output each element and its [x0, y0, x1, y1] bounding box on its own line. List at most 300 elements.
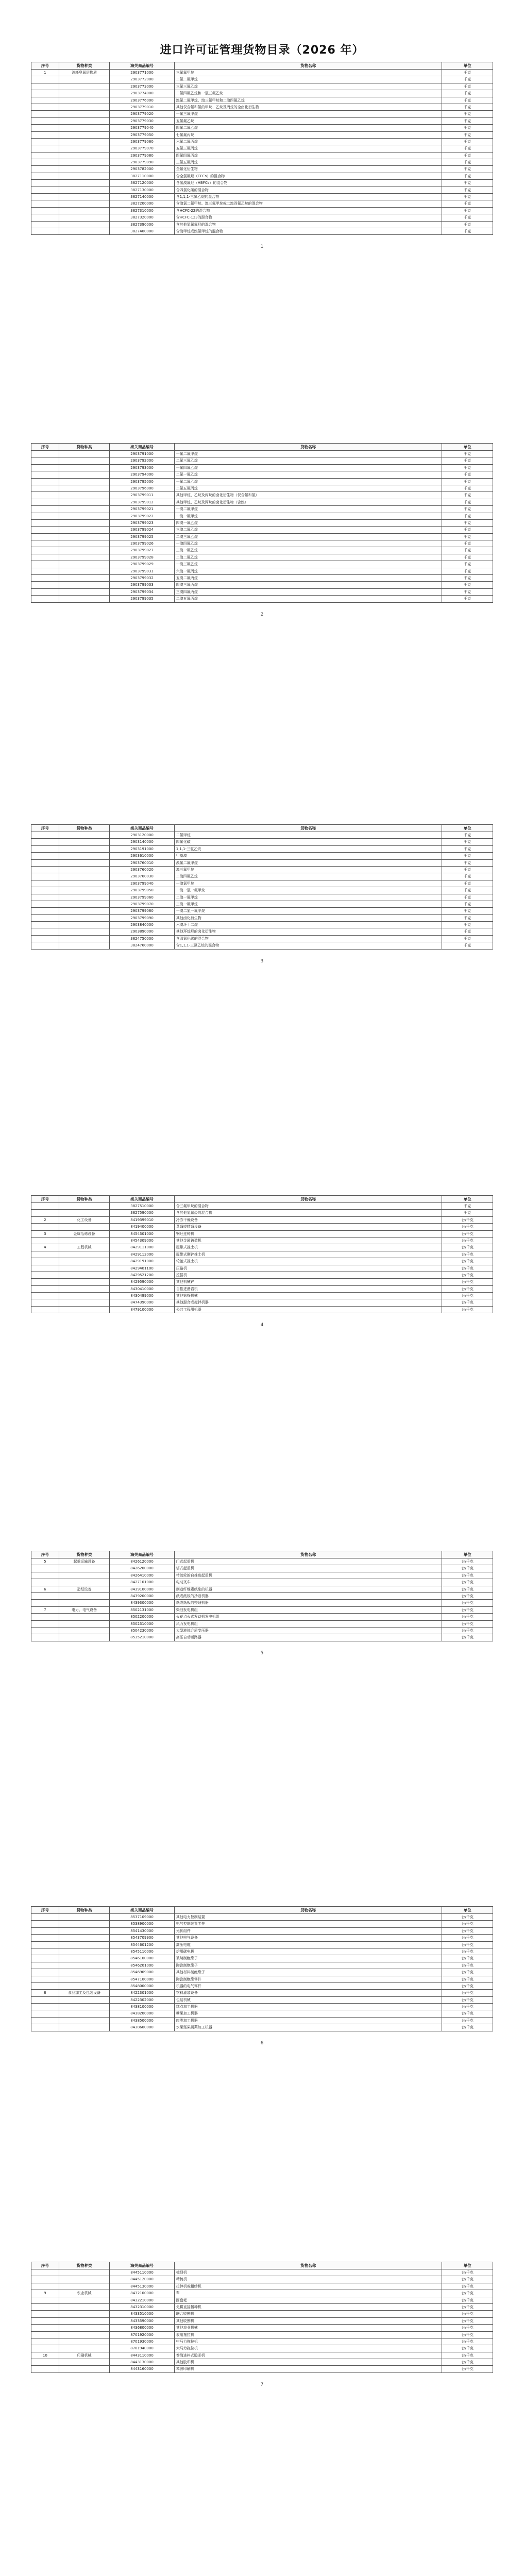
table-row — [31, 866, 493, 873]
cell-unit: 台/千克 — [442, 1306, 493, 1313]
cell-code: 8538900000 — [110, 1921, 174, 1927]
page-number: 5 — [260, 1651, 264, 1656]
cell-name: 含三氟甲烷的混合物 — [174, 1203, 442, 1210]
cell-code: 8426120000 — [110, 1558, 174, 1565]
doc-page — [31, 62, 493, 235]
cell-name: 大型液体介质变压器 — [174, 1627, 442, 1634]
table-row — [31, 117, 493, 124]
table-row — [31, 901, 493, 907]
cell-unit: 台/千克 — [442, 1251, 493, 1258]
cell-no — [31, 478, 59, 485]
cell-no — [31, 1251, 59, 1258]
cell-type — [59, 922, 110, 928]
table-row — [31, 1258, 493, 1265]
cell-name: 自推进凿岩机 — [174, 1285, 442, 1292]
table-row — [31, 194, 493, 200]
table-row — [31, 2297, 493, 2303]
cell-type — [59, 1579, 110, 1586]
cell-no — [31, 527, 59, 533]
cell-code: 8547100000 — [110, 1976, 174, 1982]
column-header-unit: 单位 — [442, 1196, 493, 1203]
column-header-unit: 单位 — [442, 1551, 493, 1558]
goods-table — [31, 824, 493, 950]
cell-no: 2 — [31, 1216, 59, 1223]
cell-name: 四氯二氟乙烷 — [174, 125, 442, 131]
cell-code: 8429521200 — [110, 1272, 174, 1278]
cell-no — [31, 2303, 59, 2310]
column-header-no: 序号 — [31, 444, 59, 451]
column-header-type: 货物种类 — [59, 1907, 110, 1914]
cell-code: 8429401100 — [110, 1265, 174, 1272]
column-header-name: 货物名称 — [174, 825, 442, 832]
cell-no — [31, 228, 59, 234]
column-header-code: 海关商品编号 — [110, 825, 174, 832]
cell-type — [59, 1592, 110, 1599]
cell-unit: 千克 — [442, 582, 493, 588]
cell-no — [31, 187, 59, 193]
cell-code: 8432310000 — [110, 2303, 174, 2310]
goods-table — [31, 1906, 493, 2031]
cell-name: 一溴氯甲烷 — [174, 880, 442, 887]
page-number: 4 — [260, 1323, 264, 1328]
cell-no — [31, 1258, 59, 1265]
cell-no — [31, 145, 59, 152]
cell-no — [31, 839, 59, 845]
cell-unit: 千克 — [442, 908, 493, 914]
cell-no — [31, 908, 59, 914]
cell-name: 精梳机 — [174, 2276, 442, 2283]
cell-unit: 台/千克 — [442, 1969, 493, 1976]
cell-no — [31, 1969, 59, 1976]
table-row — [31, 853, 493, 859]
cell-name: 其他仅含氟和氯的甲烷、乙烷及丙烷的全卤化衍生物 — [174, 104, 442, 110]
cell-unit: 千克 — [442, 568, 493, 574]
cell-no — [31, 582, 59, 588]
cell-no — [31, 457, 59, 464]
cell-unit: 台/千克 — [442, 1558, 493, 1565]
table-row — [31, 568, 493, 574]
cell-name: 一氯四氟乙烷 — [174, 464, 442, 471]
table-row — [31, 1210, 493, 1216]
table-header-row — [31, 1551, 493, 1558]
cell-no — [31, 111, 59, 117]
cell-type — [59, 131, 110, 138]
table-row — [31, 527, 493, 533]
cell-type: 消耗臭氧层物质 — [59, 70, 110, 76]
cell-unit: 台/千克 — [442, 2311, 493, 2317]
column-header-unit: 单位 — [442, 825, 493, 832]
cell-type — [59, 90, 110, 97]
table-row — [31, 2276, 493, 2283]
table-header-row — [31, 62, 493, 70]
cell-unit: 台/千克 — [442, 2366, 493, 2372]
cell-name: 糖果加工机器 — [174, 2010, 442, 2017]
cell-code: 8546201000 — [110, 1962, 174, 1969]
cell-name: 二溴一氟甲烷 — [174, 894, 442, 901]
cell-type — [59, 173, 110, 179]
cell-type — [59, 478, 110, 485]
table-row — [31, 547, 493, 554]
cell-no — [31, 2004, 59, 2010]
cell-no — [31, 83, 59, 90]
cell-type — [59, 527, 110, 533]
cell-code: 2903140000 — [110, 839, 174, 845]
cell-unit: 台/千克 — [442, 1265, 493, 1272]
cell-no — [31, 540, 59, 547]
cell-name: 公共工程用机器 — [174, 1306, 442, 1313]
cell-type — [59, 200, 110, 207]
table-row — [31, 152, 493, 159]
cell-name: 一溴二氯一氟甲烷 — [174, 908, 442, 914]
cell-code: 8429590000 — [110, 1279, 174, 1285]
cell-type — [59, 2276, 110, 2283]
cell-no — [31, 159, 59, 166]
cell-unit: 千克 — [442, 180, 493, 187]
table-row — [31, 464, 493, 471]
cell-name: 五氯氟乙烷 — [174, 117, 442, 124]
cell-code: 8535210000 — [110, 1634, 174, 1641]
cell-name: 含1,1,1-三氯乙烷的混合物 — [174, 942, 442, 949]
cell-code: 2903760010 — [110, 859, 174, 866]
table-row — [31, 2269, 493, 2276]
cell-type: 农业机械 — [59, 2290, 110, 2297]
cell-code: 8438600000 — [110, 2024, 174, 2031]
goods-table — [31, 62, 493, 235]
cell-name: 冷冻干燥设备 — [174, 1216, 442, 1223]
cell-type: 食品加工及包装设备 — [59, 1990, 110, 1996]
cell-unit: 台/千克 — [442, 2331, 493, 2338]
cell-no — [31, 76, 59, 83]
cell-type — [59, 2331, 110, 2338]
cell-code: 8701940000 — [110, 2345, 174, 2352]
cell-name: 二氯五氟丙烷 — [174, 485, 442, 492]
cell-unit: 千克 — [442, 451, 493, 457]
cell-unit: 千克 — [442, 76, 493, 83]
cell-code: 8426200000 — [110, 1565, 174, 1572]
cell-code: 8537109000 — [110, 1914, 174, 1921]
cell-name: 三氯三氟乙烷 — [174, 83, 442, 90]
cell-unit: 千克 — [442, 513, 493, 519]
cell-unit: 台/千克 — [442, 1586, 493, 1592]
column-header-unit: 单位 — [442, 444, 493, 451]
cell-name: 塔式起重机 — [174, 1565, 442, 1572]
cell-type — [59, 1572, 110, 1579]
cell-unit: 千克 — [442, 506, 493, 513]
table-row — [31, 1600, 493, 1606]
table-row — [31, 159, 493, 166]
page-number: 3 — [260, 959, 264, 964]
table-row — [31, 2317, 493, 2324]
cell-name: 一溴一氯一氟甲烷 — [174, 887, 442, 894]
cell-no — [31, 464, 59, 471]
cell-no — [31, 845, 59, 852]
cell-name: 风力发电机组 — [174, 1620, 442, 1627]
cell-unit: 千克 — [442, 853, 493, 859]
cell-no — [31, 1948, 59, 1955]
table-row — [31, 935, 493, 942]
cell-unit: 台/千克 — [442, 2352, 493, 2359]
cell-code: 2903799029 — [110, 561, 174, 568]
cell-type — [59, 97, 110, 104]
table-row — [31, 2325, 493, 2331]
column-header-code: 海关商品编号 — [110, 444, 174, 451]
cell-name: 纸或纸板的整理机器 — [174, 1600, 442, 1606]
cell-code: 8433590000 — [110, 2317, 174, 2324]
table-row — [31, 582, 493, 588]
cell-name: 拉伸机或粗纱机 — [174, 2283, 442, 2290]
cell-no — [31, 180, 59, 187]
table-row — [31, 513, 493, 519]
cell-no — [31, 506, 59, 513]
cell-name: 含全氯氟烃（CFCs）的混合物 — [174, 173, 442, 179]
table-row — [31, 131, 493, 138]
cell-name: 五氯三氟丙烷 — [174, 145, 442, 152]
cell-code: 8438500000 — [110, 2017, 174, 2024]
cell-no — [31, 1299, 59, 1306]
cell-name: 其他胶印机 — [174, 2359, 442, 2366]
cell-code: 2903799090 — [110, 914, 174, 921]
cell-code: 8701930000 — [110, 2338, 174, 2345]
table-row — [31, 942, 493, 949]
cell-name: 水果坚果蔬菜加工机器 — [174, 2024, 442, 2031]
cell-unit: 千克 — [442, 131, 493, 138]
cell-type — [59, 125, 110, 131]
column-header-no: 序号 — [31, 2262, 59, 2269]
cell-code: 8443110000 — [110, 2352, 174, 2359]
cell-name: 含溴甲烷或溴氯甲烷的混合物 — [174, 228, 442, 234]
cell-name: 其他金属铸造机 — [174, 1237, 442, 1244]
cell-unit: 台/千克 — [442, 1955, 493, 1962]
cell-code: 2903760030 — [110, 873, 174, 880]
cell-type — [59, 1921, 110, 1927]
table-row — [31, 1230, 493, 1237]
cell-type: 化工设备 — [59, 1216, 110, 1223]
table-row — [31, 2283, 493, 2290]
table-header-row — [31, 2262, 493, 2269]
cell-name: 含其他氢氯氟烃的混合物 — [174, 221, 442, 228]
cell-unit: 台/千克 — [442, 1927, 493, 1934]
cell-no — [31, 471, 59, 478]
cell-code: 8439300000 — [110, 1600, 174, 1606]
cell-no — [31, 533, 59, 540]
cell-code: 2903779030 — [110, 117, 174, 124]
table-row — [31, 1627, 493, 1634]
table-row — [31, 76, 493, 83]
doc-page — [31, 1551, 493, 1641]
table-row — [31, 2017, 493, 2024]
cell-code: 8548000000 — [110, 1982, 174, 1989]
cell-no: 9 — [31, 2290, 59, 2297]
table-row — [31, 111, 493, 117]
cell-code: 3824760000 — [110, 942, 174, 949]
cell-type — [59, 901, 110, 907]
cell-unit: 千克 — [442, 228, 493, 234]
cell-no: 4 — [31, 1244, 59, 1251]
cell-type — [59, 942, 110, 949]
cell-no — [31, 90, 59, 97]
cell-unit: 千克 — [442, 221, 493, 228]
cell-type — [59, 152, 110, 159]
cell-no — [31, 2331, 59, 2338]
cell-type — [59, 519, 110, 526]
cell-type — [59, 1285, 110, 1292]
cell-unit: 台/千克 — [442, 1990, 493, 1996]
goods-table — [31, 1195, 493, 1313]
cell-no — [31, 1955, 59, 1962]
cell-unit: 千克 — [442, 839, 493, 845]
cell-name: 梳理机 — [174, 2269, 442, 2276]
goods-table — [31, 1551, 493, 1641]
cell-code: 2903799035 — [110, 596, 174, 602]
cell-code: 8439200000 — [110, 1592, 174, 1599]
table-row — [31, 1251, 493, 1258]
table-row — [31, 1620, 493, 1627]
cell-code: 3827510000 — [110, 1203, 174, 1210]
page-number: 1 — [260, 244, 264, 249]
cell-no — [31, 104, 59, 110]
cell-name: 卷筒进料式胶印机 — [174, 2352, 442, 2359]
table-row — [31, 894, 493, 901]
cell-code: 8701920000 — [110, 2331, 174, 2338]
cell-name: 电动叉车 — [174, 1579, 442, 1586]
cell-type — [59, 859, 110, 866]
cell-type — [59, 1203, 110, 1210]
cell-code: 2903774000 — [110, 90, 174, 97]
table-row — [31, 1996, 493, 2003]
cell-name: 机器的电气零件 — [174, 1982, 442, 1989]
cell-name: 含1,1,1-三氯乙烷的混合物 — [174, 194, 442, 200]
cell-code: 8429112000 — [110, 1251, 174, 1258]
cell-unit: 台/千克 — [442, 1996, 493, 2003]
cell-type — [59, 145, 110, 152]
cell-no — [31, 513, 59, 519]
cell-code: 2903795000 — [110, 478, 174, 485]
cell-no — [31, 922, 59, 928]
cell-type — [59, 2283, 110, 2290]
cell-type — [59, 1306, 110, 1313]
column-header-name: 货物名称 — [174, 444, 442, 451]
cell-no — [31, 2024, 59, 2031]
cell-type — [59, 1969, 110, 1976]
cell-name: 轮胎式推土机 — [174, 1258, 442, 1265]
cell-type — [59, 1634, 110, 1641]
cell-no — [31, 2317, 59, 2324]
cell-code: 2903779050 — [110, 131, 174, 138]
table-row — [31, 596, 493, 602]
table-row — [31, 104, 493, 110]
table-row — [31, 207, 493, 214]
cell-code: 2903799011 — [110, 492, 174, 499]
cell-code: 8454301000 — [110, 1230, 174, 1237]
cell-type — [59, 2338, 110, 2345]
cell-type — [59, 866, 110, 873]
cell-code: 8445110000 — [110, 2269, 174, 2276]
cell-no — [31, 1935, 59, 1941]
cell-code: 2903840000 — [110, 922, 174, 928]
cell-no — [31, 125, 59, 131]
cell-unit: 千克 — [442, 207, 493, 214]
column-header-code: 海关商品编号 — [110, 2262, 174, 2269]
cell-code: 8543709900 — [110, 1935, 174, 1941]
cell-type — [59, 894, 110, 901]
table-row — [31, 588, 493, 595]
cell-no: 1 — [31, 70, 59, 76]
table-row — [31, 1279, 493, 1285]
column-header-type: 货物种类 — [59, 62, 110, 70]
cell-no — [31, 131, 59, 138]
cell-code: 8432210000 — [110, 2297, 174, 2303]
cell-no — [31, 1627, 59, 1634]
cell-type — [59, 1565, 110, 1572]
cell-name: 炉用碳电极 — [174, 1948, 442, 1955]
cell-unit: 千克 — [442, 1210, 493, 1216]
cell-code: 2903890000 — [110, 928, 174, 935]
cell-unit: 千克 — [442, 159, 493, 166]
cell-code: 2903799060 — [110, 894, 174, 901]
cell-unit: 千克 — [442, 166, 493, 173]
table-row — [31, 173, 493, 179]
cell-no — [31, 853, 59, 859]
table-row — [31, 1203, 493, 1210]
table-row — [31, 2303, 493, 2310]
table-row — [31, 887, 493, 894]
cell-unit: 台/千克 — [442, 1230, 493, 1237]
cell-type — [59, 159, 110, 166]
table-row — [31, 90, 493, 97]
cell-no — [31, 547, 59, 554]
cell-code: 2903773000 — [110, 83, 174, 90]
cell-name: 圆盘耙 — [174, 2297, 442, 2303]
cell-unit: 台/千克 — [442, 2269, 493, 2276]
table-row — [31, 575, 493, 582]
cell-unit: 千克 — [442, 887, 493, 894]
cell-type — [59, 554, 110, 561]
cell-no — [31, 1914, 59, 1921]
cell-no — [31, 97, 59, 104]
table-row — [31, 540, 493, 547]
cell-no — [31, 2276, 59, 2283]
table-row — [31, 2004, 493, 2010]
cell-unit: 千克 — [442, 457, 493, 464]
cell-name: 二氯甲烷 — [174, 832, 442, 839]
cell-unit: 台/千克 — [442, 2024, 493, 2031]
cell-unit: 千克 — [442, 173, 493, 179]
cell-unit: 千克 — [442, 554, 493, 561]
cell-name: 挖掘机 — [174, 1272, 442, 1278]
cell-name: 溴三氟甲烷 — [174, 866, 442, 873]
cell-code: 2903779060 — [110, 138, 174, 145]
table-row — [31, 1216, 493, 1223]
cell-code: 8433510000 — [110, 2311, 174, 2317]
table-header-row — [31, 825, 493, 832]
cell-unit: 台/千克 — [442, 1592, 493, 1599]
cell-code: 8454309000 — [110, 1237, 174, 1244]
cell-code: 3827390000 — [110, 221, 174, 228]
cell-unit: 千克 — [442, 499, 493, 505]
goods-table — [31, 443, 493, 603]
cell-name: 其他钻探机械 — [174, 1293, 442, 1299]
cell-type — [59, 492, 110, 499]
cell-unit: 千克 — [442, 866, 493, 873]
cell-type — [59, 2325, 110, 2331]
cell-type — [59, 839, 110, 845]
cell-code: 2903799027 — [110, 547, 174, 554]
cell-no — [31, 1614, 59, 1620]
cell-no — [31, 1203, 59, 1210]
cell-name: 含四氯化碳的混合物 — [174, 935, 442, 942]
cell-code: 3827110000 — [110, 173, 174, 179]
goods-table — [31, 2262, 493, 2373]
